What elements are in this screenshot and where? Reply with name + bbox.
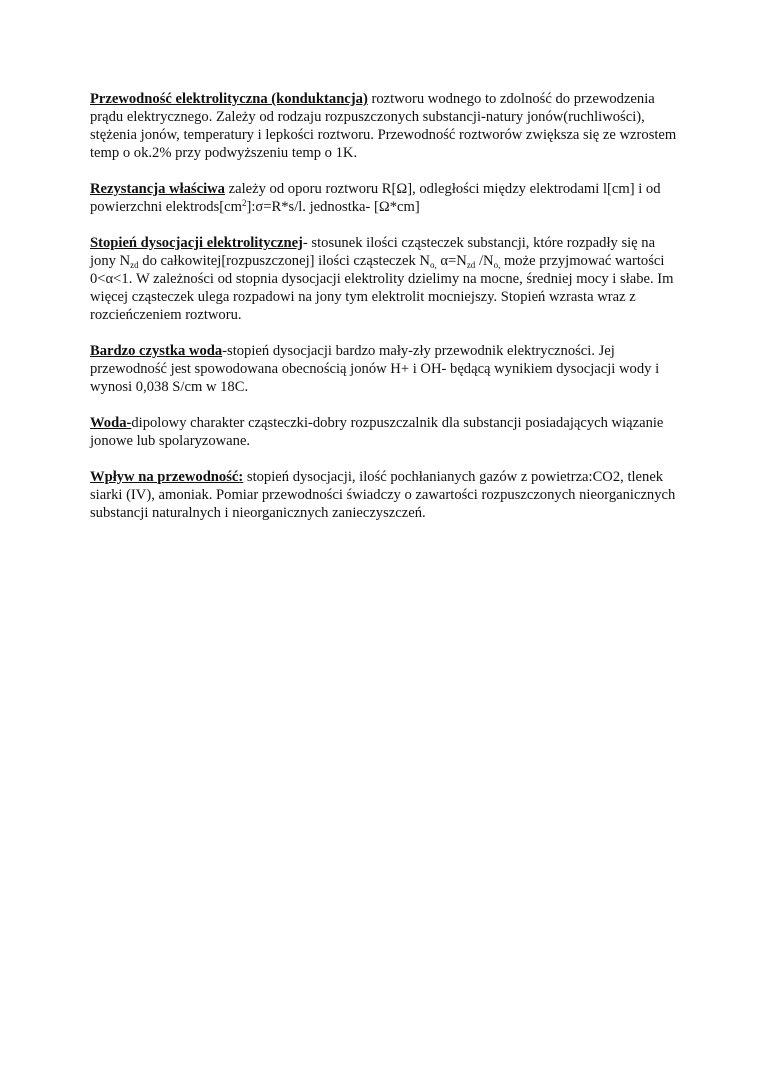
text-dissociation-b: do całkowitej[rozpuszczonej] ilości cząsteczek N	[138, 253, 430, 269]
heading-resistivity: Rezystancja właściwa	[90, 181, 225, 197]
heading-dissociation: Stopień dysocjacji elektrolitycznej	[90, 235, 303, 251]
subscript-zd-1: zd	[130, 260, 139, 270]
heading-influence: Wpływ na przewodność:	[90, 469, 244, 485]
paragraph-pure-water	[90, 342, 680, 396]
subscript-zd-2: zd	[466, 260, 476, 270]
text-dissociation-d: /N	[475, 253, 494, 269]
document-body	[90, 90, 680, 540]
text-pure-water: -stopień dysocjacji bardzo mały-zły przewodnik elektryczności. Jej przewodność jest spowodowana obecnością jonów H+ i OH- będącą wynikiem dysocjacji wody i wynosi 0,038 S/cm w 18C.	[90, 343, 660, 395]
text-dissociation-e: może przyjmować wartości 0<α<1. W zależności od stopnia dysocjacji elektrolity dzielimy na mocne, średniej mocy i słabe. Im więcej cząsteczek ulega rozpadowi na jony tym elektrolit mocniejszy. Stopień wzrasta wraz z rozcieńczeniem roztworu.	[90, 253, 674, 323]
text-conductance: roztworu wodnego to zdolność do przewodzenia prądu elektrycznego. Zależy od rodzaju rozpuszczonych substancji-natury jonów(ruchliwości), stężenia jonów, temperatury i lepkości roztworu. Przewodność roztworów zwiększa się ze wzrostem temp o ok.2% przy podwyższeniu temp o 1K.	[90, 91, 677, 161]
paragraph-dissociation	[90, 234, 680, 324]
subscript-o-2: o,	[493, 260, 501, 270]
superscript-2: 2	[241, 198, 247, 208]
text-influence: stopień dysocjacji, ilość pochłanianych gazów z powietrza:CO2, tlenek siarki (IV), amoniak. Pomiar przewodności świadczy o zawartości rozpuszczonych nieorganicznych substancji naturalnych i nieorganicznych zanieczyszczeń.	[90, 469, 676, 521]
paragraph-conductance	[90, 90, 680, 162]
paragraph-resistivity	[90, 180, 680, 216]
heading-pure-water: Bardzo czystka woda	[90, 343, 223, 359]
text-resistivity-a: zależy od oporu roztworu R[Ω], odległości między elektrodami l[cm] i od powierzchni elektrods[cm	[90, 181, 661, 215]
heading-water: Woda-	[90, 415, 132, 431]
heading-conductance: Przewodność elektrolityczna (konduktancja)	[90, 91, 368, 107]
paragraph-influence	[90, 468, 680, 522]
subscript-o-1: o,	[429, 260, 437, 270]
text-water: dipolowy charakter cząsteczki-dobry rozpuszczalnik dla substancji posiadających wiązanie jonowe lub spolaryzowane.	[90, 415, 664, 449]
text-dissociation-c: α=N	[436, 253, 467, 269]
paragraph-water	[90, 414, 680, 450]
text-resistivity-b: ]:σ=R*s/l. jednostka- [Ω*cm]	[246, 199, 420, 215]
text-dissociation-a: - stosunek ilości cząsteczek substancji, które rozpadły się na jony N	[90, 235, 656, 269]
